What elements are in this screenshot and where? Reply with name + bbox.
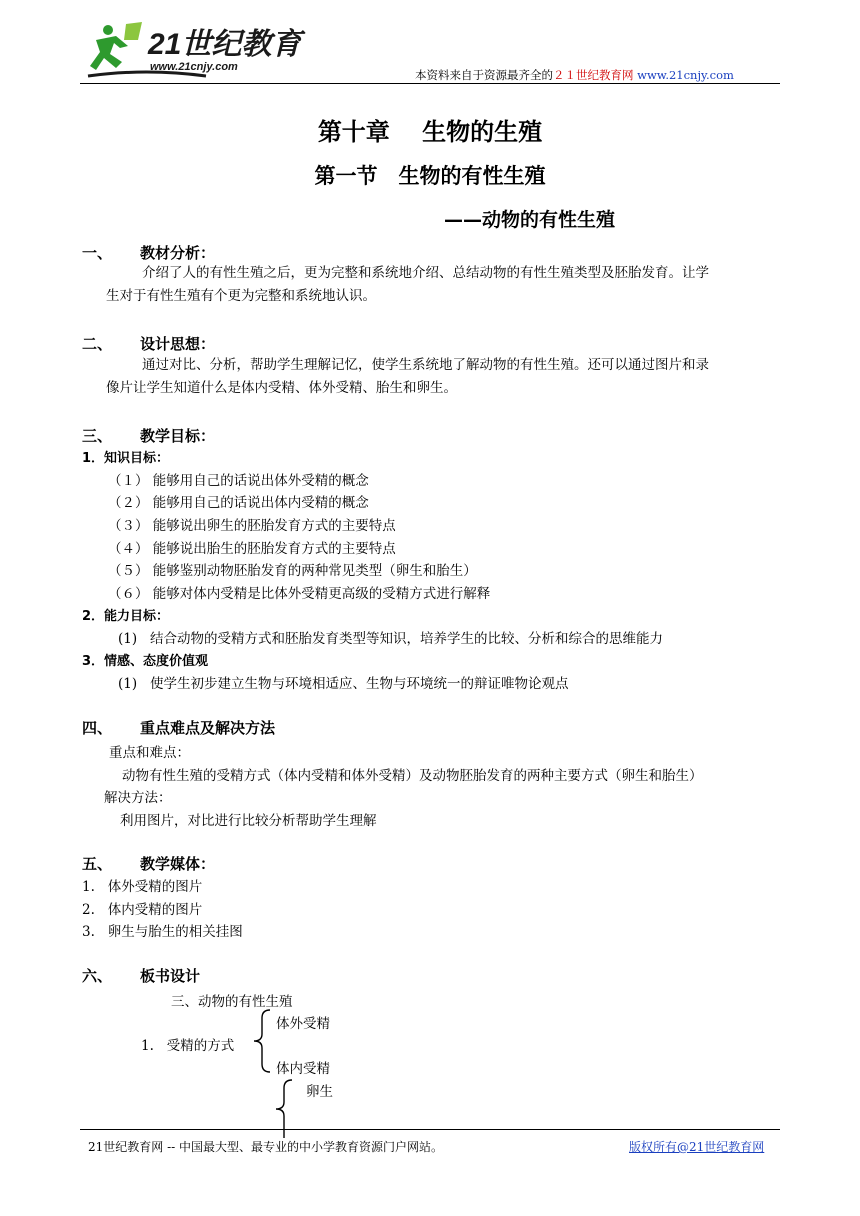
- s1-number: 一、: [82, 244, 113, 262]
- s4-line-4: 利用图片，对比进行比较分析帮助学生理解: [120, 813, 377, 829]
- s4-line-3: 解决方法：: [104, 790, 172, 806]
- s2-number: 二、: [82, 335, 113, 353]
- s4-number: 四、: [82, 719, 113, 737]
- header-note-url[interactable]: www.21cnjy.com: [637, 68, 734, 82]
- footer-rule: [80, 1129, 780, 1130]
- s3-knowledge-item: （３） 能够说出卵生的胚胎发育方式的主要特点: [108, 518, 396, 534]
- s5-title: 教学媒体：: [140, 855, 216, 873]
- header-note-site[interactable]: ２１世纪教育网: [553, 68, 634, 82]
- s3-emotion-heading: 3．情感、态度价值观: [82, 654, 209, 669]
- s5-media-item: 1. 体外受精的图片: [82, 879, 203, 895]
- s5-media-item: 3. 卵生与胎生的相关挂图: [82, 924, 243, 940]
- s5-number: 五、: [82, 855, 113, 873]
- s5-media-item: 2. 体内受精的图片: [82, 902, 203, 918]
- s1-line-1: 介绍了人的有性生殖之后，更为完整和系统地介绍、总结动物的有性生殖类型及胚胎发育。让学: [142, 265, 709, 281]
- s3-knowledge-item: （４） 能够说出胎生的胚胎发育方式的主要特点: [108, 541, 396, 557]
- s3-ability-item: (1) 结合动物的受精方式和胚胎发育类型等知识，培养学生的比较、分析和综合的思维能力: [118, 631, 663, 647]
- footer-copyright-link[interactable]: 版权所有@21世纪教育网: [629, 1140, 765, 1154]
- s3-title: 教学目标：: [140, 427, 216, 445]
- s4-title: 重点难点及解决方法: [140, 719, 276, 737]
- s3-ability-heading: 2．能力目标：: [82, 609, 170, 624]
- s3-number: 三、: [82, 427, 113, 445]
- s2-line-2: 像片让学生知道什么是体内受精、体外受精、胎生和卵生。: [106, 380, 457, 396]
- board-title: 三、动物的有性生殖: [171, 994, 293, 1010]
- logo-url: www.21cnjy.com: [150, 61, 238, 73]
- header-note: [415, 67, 734, 83]
- s1-title: 教材分析：: [140, 244, 216, 262]
- logo-wordmark: 21世纪教育: [148, 28, 302, 61]
- header-note-prefix: 本资料来自于资源最齐全的: [415, 68, 553, 82]
- s3-knowledge-item: （５） 能够鉴别动物胚胎发育的两种常见类型（卵生和胎生）: [108, 563, 477, 579]
- s3-knowledge-item: （１） 能够用自己的话说出体外受精的概念: [108, 473, 369, 489]
- s6-number: 六、: [82, 967, 113, 985]
- s3-knowledge-heading: 1．知识目标：: [82, 451, 170, 466]
- s2-line-1: 通过对比、分析，帮助学生理解记忆，使学生系统地了解动物的有性生殖。还可以通过图片和录: [142, 357, 709, 373]
- s4-line-1: 重点和难点：: [109, 745, 190, 761]
- section-subtitle: ——动物的有性生殖: [444, 209, 616, 231]
- s4-line-2: 动物有性生殖的受精方式（体内受精和体外受精）及动物胚胎发育的两种主要方式（卵生和胎生）: [122, 768, 703, 784]
- s1-line-2: 生对于有性生殖有个更为完整和系统地认识。: [106, 288, 376, 304]
- board-branch-external: 体外受精: [276, 1016, 330, 1032]
- s2-title: 设计思想：: [140, 335, 216, 353]
- board-branch-oviparous: 卵生: [306, 1084, 333, 1100]
- s3-knowledge-item: （２） 能够用自己的话说出体内受精的概念: [108, 495, 369, 511]
- board-branch-internal: 体内受精: [276, 1061, 330, 1077]
- s6-title: 板书设计: [140, 967, 201, 985]
- section-title: 第一节 生物的有性生殖: [314, 164, 546, 188]
- board-item-1: 1. 受精的方式: [141, 1038, 235, 1054]
- s3-knowledge-item: （６） 能够对体内受精是比体外受精更高级的受精方式进行解释: [108, 586, 491, 602]
- s3-emotion-item: (1) 使学生初步建立生物与环境相适应、生物与环境统一的辩证唯物论观点: [118, 676, 569, 692]
- site-logo: [86, 18, 302, 82]
- footer-left: 21世纪教育网 -- 中国最大型、最专业的中小学教育资源门户网站。: [88, 1140, 444, 1154]
- header-rule: [80, 83, 780, 84]
- chapter-title: 第十章 生物的生殖: [317, 118, 543, 146]
